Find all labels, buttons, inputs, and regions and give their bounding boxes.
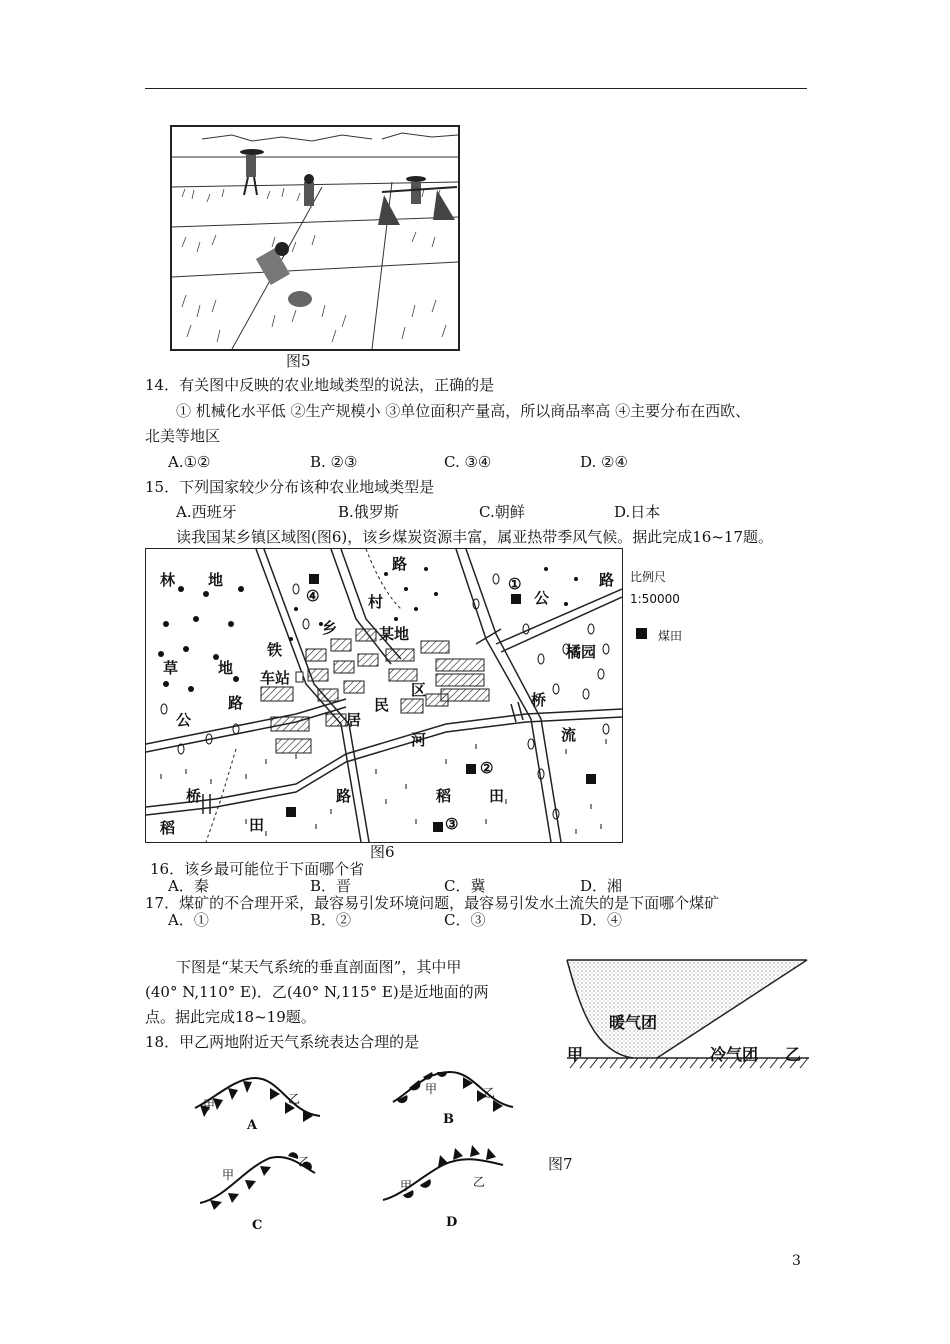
- map-label-cao: 草: [163, 659, 179, 677]
- map-scale-value: 1:50000: [630, 592, 680, 606]
- fig6-intro: 读我国某乡镇区域图(图6)，该乡煤炭资源丰富，属亚热带季风气候。据此完成16~17题。: [176, 528, 773, 546]
- point-yi-label: 乙: [785, 1045, 802, 1064]
- q17-option-b[interactable]: B．②: [310, 911, 352, 929]
- figure-5-caption: 图5: [286, 352, 311, 370]
- q14-option-a[interactable]: A.①②: [168, 453, 211, 471]
- warm-air-mass-label: 暖气团: [609, 1013, 658, 1032]
- q14-stem: 14．有关图中反映的农业地域类型的说法，正确的是: [145, 376, 495, 394]
- front-c-jia: 甲: [222, 1168, 235, 1182]
- map-label-qiao-l: 桥: [186, 787, 202, 805]
- q16-option-d[interactable]: D．湘: [580, 877, 623, 895]
- front-c-letter: C: [252, 1218, 263, 1233]
- q16-option-b[interactable]: B．晋: [310, 877, 352, 895]
- q18-intro-line3: 点。据此完成18~19题。: [145, 1008, 316, 1026]
- front-a-yi: 乙: [288, 1092, 301, 1106]
- front-d-letter: D: [446, 1215, 458, 1230]
- coal-mine-4-marker: ④: [306, 587, 320, 605]
- map-label-qu: 区: [411, 681, 427, 699]
- q14-option-b[interactable]: B. ②③: [310, 453, 358, 471]
- figure-6-caption: 图6: [370, 843, 395, 861]
- q15-option-a[interactable]: A.西班牙: [176, 503, 237, 521]
- q17-option-c[interactable]: C．③: [444, 911, 486, 929]
- q15-option-d[interactable]: D.日本: [614, 503, 661, 521]
- front-option-c[interactable]: [190, 1148, 340, 1233]
- q17-stem: 17．煤矿的不合理开采，最容易引发环境问题，最容易引发水土流失的是下面哪个煤矿: [145, 894, 720, 912]
- map-label-gong-r: 公: [534, 589, 550, 607]
- map-label-di2: 地: [218, 659, 234, 677]
- q14-statements-line2: 北美等地区: [145, 427, 221, 445]
- map-label-min: 民: [374, 696, 390, 714]
- header-rule: [145, 88, 807, 89]
- coal-mine-1-marker: ①: [508, 575, 522, 593]
- page-number: 3: [792, 1253, 801, 1269]
- map-label-ju: 居: [346, 711, 362, 729]
- q17-option-a[interactable]: A．①: [168, 911, 209, 929]
- cold-air-mass-label: 冷气团: [710, 1045, 759, 1064]
- map-label-lu-b: 路: [336, 787, 352, 805]
- front-d-yi: 乙: [473, 1175, 486, 1189]
- coal-mine-3-marker: ③: [445, 815, 459, 833]
- q14-option-c[interactable]: C. ③④: [444, 453, 492, 471]
- front-b-letter: B: [443, 1112, 454, 1127]
- map-label-cun: 村: [368, 593, 384, 611]
- q17-option-d[interactable]: D．④: [580, 911, 623, 929]
- map-scale-label: 比例尺: [630, 570, 667, 584]
- coal-field-legend-icon: [636, 628, 647, 639]
- rice-field-drawing: [172, 127, 458, 349]
- weather-profile-diagram: [565, 958, 809, 1073]
- front-d-jia: 甲: [400, 1179, 413, 1193]
- q18-stem: 18．甲乙两地附近天气系统表达合理的是: [145, 1033, 420, 1051]
- map-label-chezhan: 车站: [260, 669, 291, 687]
- figure-5-rice-field-illustration: [170, 125, 460, 351]
- front-b-yi: 乙: [483, 1086, 496, 1100]
- map-label-liu: 流: [561, 726, 577, 744]
- map-label-dao-m: 稻: [436, 787, 452, 805]
- q16-option-a[interactable]: A．秦: [168, 877, 209, 895]
- coal-mine-2-marker: ②: [480, 759, 494, 777]
- front-c-yi: 乙: [298, 1155, 311, 1169]
- front-b-jia: 甲: [425, 1082, 438, 1096]
- front-c-symbol: [190, 1148, 340, 1228]
- q14-statements-line1: ① 机械化水平低 ②生产规模小 ③单位面积产量高，所以商品率高 ④主要分布在西欧、: [176, 402, 751, 420]
- q15-stem: 15．下列国家较少分布该种农业地域类型是: [145, 478, 435, 496]
- map-label-gong1: 公: [176, 711, 192, 729]
- q14-option-d[interactable]: D. ②④: [580, 453, 628, 471]
- map-label-xiang: 乡: [322, 619, 338, 637]
- q15-option-c[interactable]: C.朝鲜: [479, 503, 525, 521]
- map-label-tian-l: 田: [249, 816, 265, 834]
- map-label-tie: 铁: [267, 641, 283, 659]
- map-label-tian-m: 田: [489, 787, 505, 805]
- point-jia-label: 甲: [567, 1045, 584, 1064]
- q16-option-c[interactable]: C．冀: [444, 877, 486, 895]
- map-label-lu-top: 路: [392, 555, 408, 573]
- front-option-d[interactable]: [378, 1145, 528, 1230]
- q18-intro-line1: 下图是“某天气系统的垂直剖面图”，其中甲: [176, 958, 462, 976]
- map-label-lin: 林: [160, 571, 176, 589]
- front-a-letter: A: [247, 1118, 258, 1133]
- front-b-symbol: [385, 1062, 535, 1142]
- map-label-dao-l: 稻: [160, 819, 176, 837]
- map-label-di1: 地: [208, 571, 224, 589]
- coal-field-legend-label: 煤田: [658, 629, 683, 643]
- front-option-a[interactable]: [185, 1068, 335, 1148]
- figure-6-township-map: [145, 548, 623, 843]
- q15-option-b[interactable]: B.俄罗斯: [338, 503, 399, 521]
- front-option-b[interactable]: [385, 1062, 535, 1142]
- front-a-jia: 甲: [203, 1098, 216, 1112]
- figure-7-caption: 图7: [548, 1155, 573, 1173]
- map-label-qiao-r: 桥: [531, 691, 547, 709]
- q18-intro-line2: (40° N,110° E)．乙(40° N,115° E)是近地面的两: [145, 983, 489, 1001]
- q16-stem: 16．该乡最可能位于下面哪个省: [150, 860, 365, 878]
- map-label-lu-r: 路: [599, 571, 615, 589]
- map-label-lu1: 路: [228, 694, 244, 712]
- map-label-juyuan: 橘园: [566, 643, 597, 661]
- map-label-moudi: 某地: [379, 625, 410, 643]
- map-label-he: 河: [411, 731, 427, 749]
